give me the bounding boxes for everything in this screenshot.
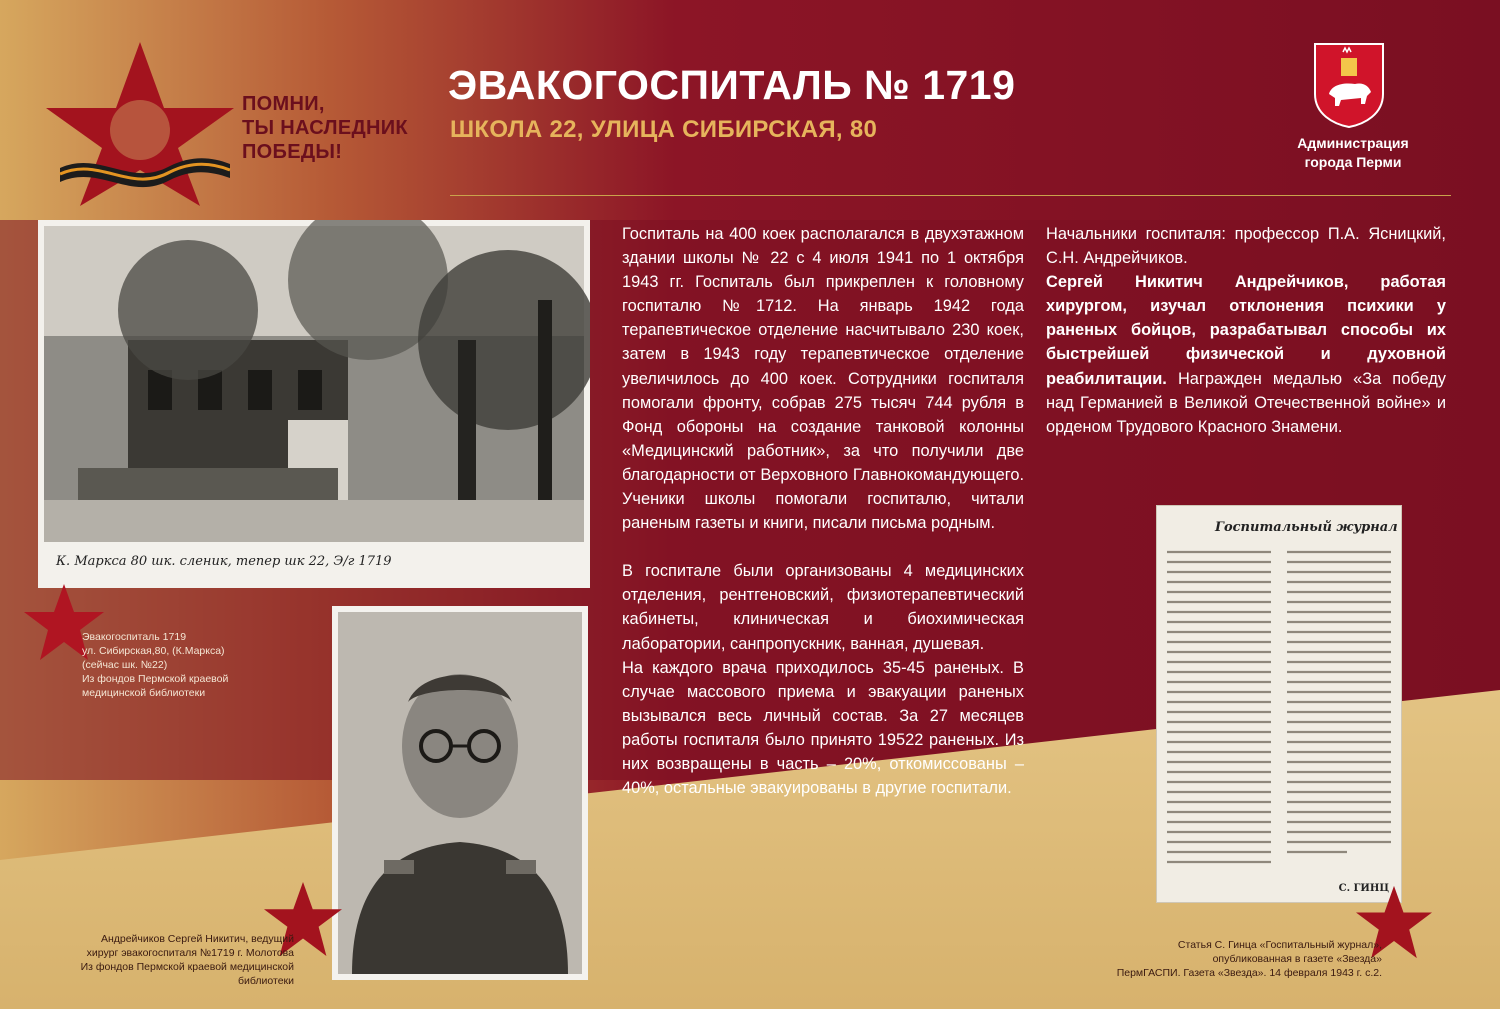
page-title: ЭВАКОГОСПИТАЛЬ № 1719	[448, 62, 1016, 108]
victory-star-logo	[40, 38, 240, 208]
heads-paragraph: Начальники госпиталя: профессор П.А. Ясницкий, С.Н. Андрейчиков.	[1046, 225, 1446, 268]
building-photo-caption: Эвакогоспиталь 1719 ул. Сибирская,80, (К.Маркса) (сейчас шк. №22) Из фондов Пермской краевой медицинской библиотеки	[82, 631, 229, 699]
newspaper-title: Госпитальный журнал	[1215, 520, 1398, 535]
building-photo	[38, 220, 590, 588]
perm-coat-of-arms-icon	[1313, 42, 1385, 128]
portrait-photo	[332, 606, 588, 980]
newspaper-signature: С. ГИНЦ	[1338, 883, 1389, 894]
header-divider	[450, 195, 1451, 196]
newspaper-clipping	[1156, 505, 1402, 903]
newspaper-caption: Статья С. Гинца «Госпитальный журнал», опубликованная в газете «Звезда» ПермГАСПИ. Газета «Звезда». 14 февраля 1943 г. с.2.	[1116, 939, 1382, 979]
newspaper-text-lines	[1167, 546, 1391, 876]
page-subtitle: ШКОЛА 22, УЛИЦА СИБИРСКАЯ, 80	[450, 116, 878, 143]
heads-column	[1046, 222, 1446, 439]
history-paragraph: Госпиталь на 400 коек располагался в двухэтажном здании школы № 22 с 4 июля 1941 по 1 октября 1943 гг. Госпиталь был прикреплен к головному госпиталю №1712. На январь 1942 года терапевтическое отделение насчитывало 230 коек, затем в 1943 году терапевтическое отделение увеличилось до 400 коек. Сотрудники госпиталя помогали фронту, собрав 275 тысяч 744 рубля в Фонд обороны на создание танковой колонны «Медицинский работник», за что получили две благодарности от Верховного Главнокомандующего. Ученики школы помогали госпиталю, читали раненым газеты и книги, писали письма родным.	[622, 225, 1024, 533]
andreychikov-bold-text: Сергей Никитич Андрейчиков, работая хирургом, изучал отклонения психики у раненых бойцов, разрабатывал способы их быстрейшей физической и духовной реабилитации.	[1046, 273, 1446, 388]
statistics-paragraph: На каждого врача приходилось 35-45 раненых. В случае массового приема и эвакуации раненых вызывался весь личный состав. За 27 месяцев работы госпиталя было принято 19522 раненых. Из них возвращены в часть – 20%, откомиссованы – 40%, остальные эвакуированы в другие госпитали.	[622, 658, 1024, 798]
portrait-photo-caption: Андрейчиков Сергей Никитич, ведущий хирург эвакогоспиталя №1719 г. Молотова Из фондов Пермской краевой медицинской библиотеки	[80, 933, 294, 987]
administration-label: Администрация города Перми	[1297, 135, 1409, 170]
motto-text: ПОМНИ, ТЫ НАСЛЕДНИК ПОБЕДЫ!	[242, 93, 408, 163]
andreychikov-award-text: Награжден медалью «За победу над Германией в Великой Отечественной войне» и орденом Трудового Красного Знамени.	[1046, 369, 1446, 436]
andreychikov-paragraph	[1046, 270, 1446, 439]
building-photo-handwriting: К. Маркса 80 шк. сленик, тепер шк 22, Э/г 1719	[56, 554, 392, 569]
history-column	[622, 222, 1024, 800]
departments-paragraph: В госпитале были организованы 4 медицинских отделения, рентгеновский, физиотерапевтический кабинеты, клиническая и биохимическая лаборатории, санпропускник, ванная, душевая.	[622, 562, 1024, 653]
